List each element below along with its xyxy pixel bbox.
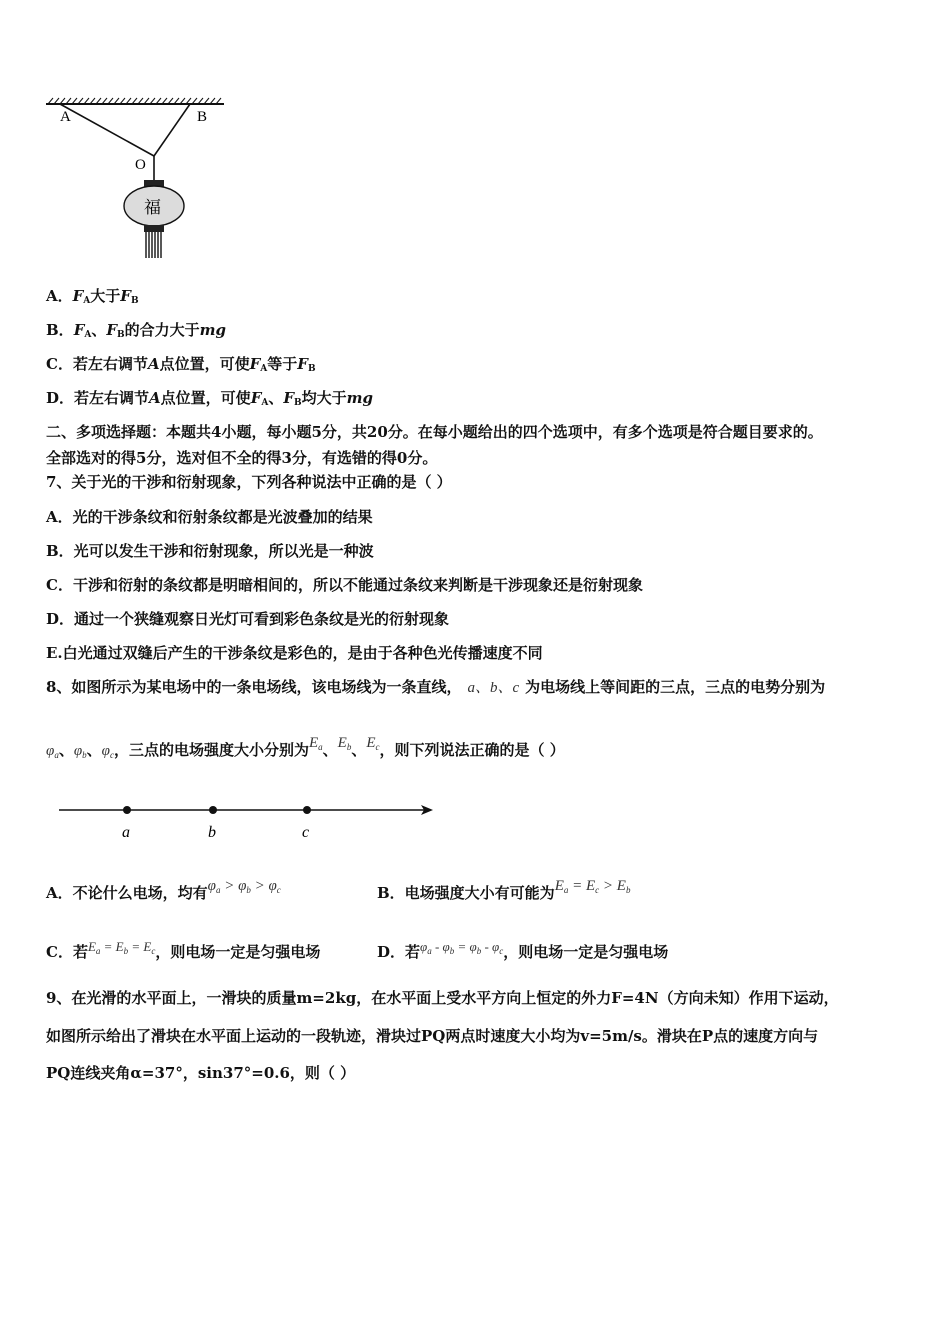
q8-stem-line2: $\varphi_a$、$\varphi_b$、$\varphi_c$，三点的电场强度大小分别为$E_a$、$E_b$、$E_c$，则下列说法正确的是（ ） xyxy=(46,735,565,760)
q9-line3: PQ连线夹角α=37°，sin37°=0.6，则（ ） xyxy=(46,1064,356,1082)
section2-line2: 全部选对的得5分，选对但不全的得3分，有选错的得0分。 xyxy=(46,449,438,467)
q8-option-b: B．电场强度大小有可能为$E_a = E_c > E_b$ xyxy=(377,878,631,902)
label-o: O xyxy=(135,157,146,173)
label-point-a: a xyxy=(122,824,130,841)
lantern-bottom-cap xyxy=(144,225,164,232)
q8-option-c: C．若$E_a = E_b = E_c$，则电场一定是匀强电场 xyxy=(46,939,321,961)
q7-option-e: E.白光通过双缝后产生的干涉条纹是彩色的，是由于各种色光传播速度不同 xyxy=(46,644,543,662)
q7-stem: 7、关于光的干涉和衍射现象，下列各种说法中正确的是（ ） xyxy=(46,473,452,491)
q9-line1: 9、在光滑的水平面上，一滑块的质量m=2kg，在水平面上受水平方向上恒定的外力F=4N（方向未知）作用下运动， xyxy=(46,989,839,1007)
q8-stem-line1: 8、如图所示为某电场中的一条电场线，该电场线为一条直线， a、b、c 为电场线上等间距的三点，三点的电势分别为 xyxy=(46,678,826,696)
point-a xyxy=(123,806,131,814)
field-line-figure xyxy=(55,795,445,845)
q8-option-a: A．不论什么电场，均有$\varphi_a > \varphi_b > \varphi_c$ xyxy=(46,878,281,902)
q7-option-b: B．光可以发生干涉和衍射现象，所以光是一种波 xyxy=(46,542,374,560)
label-point-c: c xyxy=(302,824,310,841)
label-point-b: b xyxy=(208,824,216,841)
lantern-character: 福 xyxy=(144,198,161,217)
section2-line1: 二、多项选择题：本题共4小题，每小题5分，共20分。在每小题给出的四个选项中，有多个选项是符合题目要求的。 xyxy=(46,423,823,441)
lantern-figure xyxy=(40,92,240,264)
q7-option-d: D．通过一个狭缝观察日光灯可看到彩色条纹是光的衍射现象 xyxy=(46,610,450,628)
q7-option-c: C．干涉和衍射的条纹都是明暗相间的，所以不能通过条纹来判断是干涉现象还是衍射现象 xyxy=(46,576,643,594)
q9-line2: 如图所示给出了滑块在水平面上运动的一段轨迹，滑块过PQ两点时速度大小均为v=5m/s。滑块在P点的速度方向与 xyxy=(46,1027,819,1045)
q7-option-a: A．光的干涉条纹和衍射条纹都是光波叠加的结果 xyxy=(46,508,373,526)
q8-option-d: D．若$\varphi_a - \varphi_b = \varphi_b - \varphi_c$，则电场一定是匀强电场 xyxy=(377,939,669,961)
q6-option-b: B．$F_A$、$F_B$的合力大于mg xyxy=(46,321,226,340)
q6-option-a: A．$F_A$大于$F_B$ xyxy=(46,287,139,306)
point-b xyxy=(209,806,217,814)
label-b: B xyxy=(197,109,208,125)
q6-option-c: C．若左右调节A点位置，可使$F_A$等于$F_B$ xyxy=(46,355,316,374)
string-oa xyxy=(60,104,154,156)
q6-option-d: D．若左右调节A点位置，可使$F_A$、$F_B$均大于mg xyxy=(46,389,373,408)
label-a: A xyxy=(60,109,71,125)
string-ob xyxy=(154,104,190,156)
point-c xyxy=(303,806,311,814)
lantern-tassels xyxy=(146,232,161,258)
